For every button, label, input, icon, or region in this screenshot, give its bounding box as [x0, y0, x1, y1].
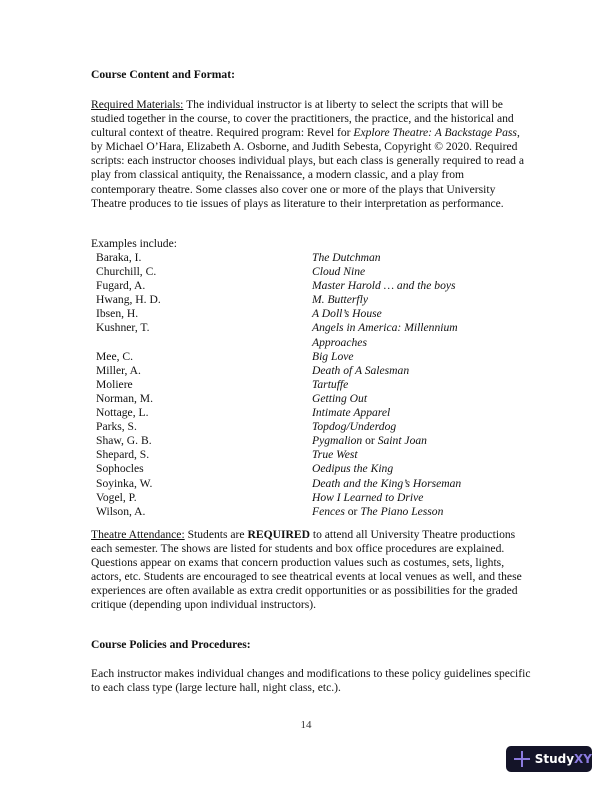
- list-item: Soyinka, W. Death and the King’s Horseman: [96, 476, 462, 490]
- required-materials-label: Required Materials:: [91, 98, 184, 111]
- plus-icon: [514, 751, 529, 767]
- list-item: Norman, M. Getting Out: [96, 391, 368, 405]
- list-item: Parks, S. Topdog/Underdog: [96, 420, 397, 434]
- list-item: Shepard, S. True West: [96, 448, 358, 462]
- list-item: Mee, C. Big Love: [96, 349, 354, 363]
- page-number: 14: [300, 719, 312, 731]
- list-item: Ibsen, H. A Doll’s House: [96, 307, 382, 321]
- list-item: Miller, A. Death of A Salesman: [96, 363, 410, 377]
- list-item: Churchill, C. Cloud Nine: [96, 265, 366, 279]
- book-title: Explore Theatre: A Backstage Pass: [353, 126, 517, 140]
- section-heading-course-content: Course Content and Format:: [91, 68, 235, 81]
- list-item: Vogel, P. How I Learned to Drive: [96, 490, 424, 504]
- brand-accent: XY: [574, 751, 592, 766]
- policies-paragraph: Each instructor makes individual changes and modifications to these policy guidelines specific to each class type (large lecture hall, night class, etc.).: [91, 667, 531, 695]
- list-item: Baraka, I. The Dutchman: [96, 251, 381, 264]
- examples-list: [96, 251, 516, 519]
- list-item: Wilson, A. Fences or The Piano Lesson: [96, 504, 444, 518]
- required-emphasis: REQUIRED: [247, 528, 310, 541]
- list-item: Nottage, L. Intimate Apparel: [96, 406, 391, 420]
- list-item: Moliere Tartuffe: [96, 377, 349, 391]
- list-item: Sophocles Oedipus the King: [96, 462, 394, 476]
- list-item: Kushner, T. Angels in America: Millennium Approaches: [96, 321, 458, 349]
- studyxy-badge[interactable]: [506, 746, 592, 772]
- examples-label: Examples include:: [91, 237, 177, 250]
- required-materials-paragraph: Required Materials: The individual instructor is at liberty to select the scripts that will be studied together in the course, to cover the practitioners, the practice, and the historical and cultural context of theatre. Required program: Revel for Explore Theatre: A Backstage Pass, by Michael O’Hara, Elizabeth A. Osborne, and Judith Sebesta, Copyright © 2020. Required scripts: each instructor chooses individual plays, but each class is generally required to read a play from classical antiquity, the Renaissance, a modern classic, and a play from contemporary theatre. Some classes also cover one or more of the plays that University Theatre produces to tie issues of plays as literature to their interpretation as performance.: [91, 98, 525, 210]
- attendance-label: Theatre Attendance:: [91, 528, 185, 541]
- attendance-paragraph: Theatre Attendance: Students are REQUIRED to attend all University Theatre productions each semester. The shows are listed for students and box office procedures are explained. Questions appear on exams that concern production values such as costumes, sets, lights, actors, etc. Students are encouraged to see theatrical events at local venues as well, and these experiences are often available as extra credit opportunities or as possibilities for the graded critique (depending upon individual instructors).: [91, 528, 522, 612]
- list-item: Shaw, G. B. Pygmalion or Saint Joan: [96, 434, 427, 448]
- brand-main: Study: [534, 751, 575, 766]
- list-item: Hwang, H. D. M. Butterfly: [96, 293, 369, 307]
- list-item: Fugard, A. Master Harold … and the boys: [96, 279, 456, 293]
- section-heading-course-policies: Course Policies and Procedures:: [91, 638, 251, 651]
